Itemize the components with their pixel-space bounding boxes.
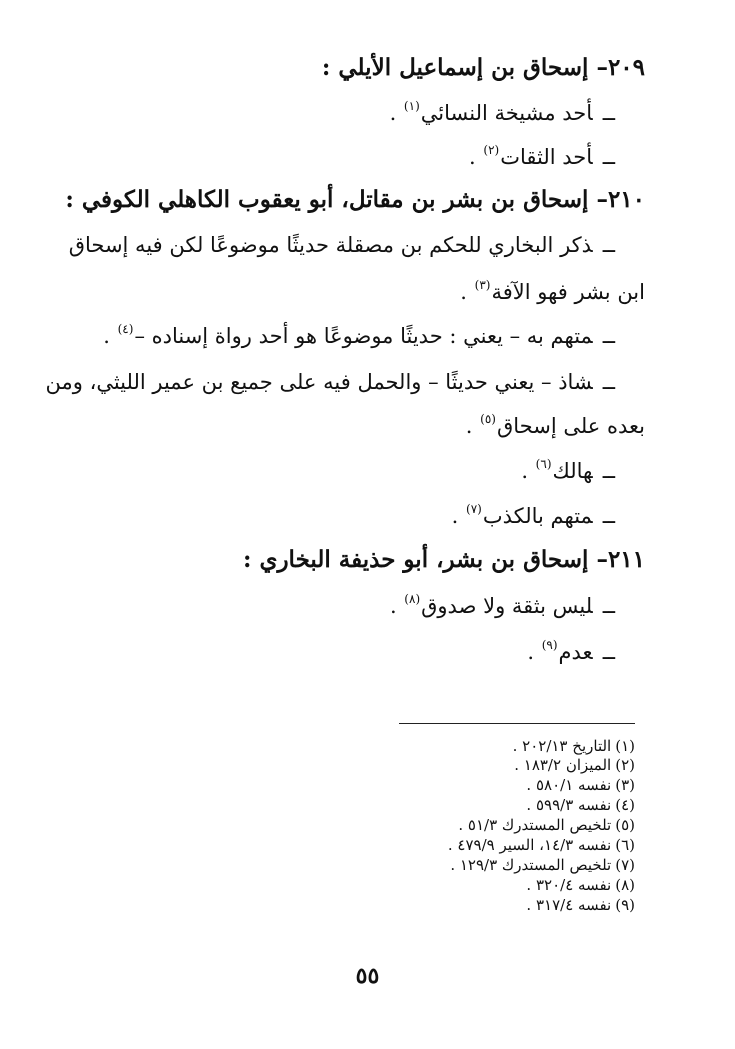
footnote-number: (١)	[615, 737, 635, 755]
entry-210-item-2	[60, 320, 615, 352]
footnote-ref: (٥)	[480, 412, 496, 426]
entry-211-heading	[60, 544, 645, 576]
entry-209-item-1	[60, 97, 615, 129]
item-text: عدم	[558, 640, 593, 664]
footnote-number: (٨)	[615, 876, 635, 894]
footnote-4	[275, 797, 635, 814]
footnote-separator	[399, 723, 635, 724]
item-text: أحد الثقات	[500, 145, 593, 169]
dash-marker: ــ	[602, 594, 615, 618]
entry-210-item-1-line-1	[70, 229, 615, 261]
footnote-text: نفسه ٥٩٩/٣ .	[526, 796, 612, 814]
dash-marker: ــ	[602, 459, 615, 483]
dash-marker: ــ	[602, 145, 615, 169]
item-text: بعده على إسحاق	[496, 414, 645, 438]
footnote-text: نفسه ٣٢٠/٤ .	[526, 876, 612, 894]
entry-210-item-3-line-1	[45, 366, 615, 398]
entry-211-item-2	[60, 636, 615, 668]
footnote-ref: (٦)	[535, 457, 552, 471]
dash-marker: ــ	[602, 233, 615, 257]
entry-210-item-1-line-2	[60, 276, 645, 308]
item-text: ذكر البخاري للحكم بن مصقلة حديثًا موضوعًا لكن فيه إسحاق	[68, 233, 593, 257]
dash-marker: ــ	[602, 324, 615, 348]
page-number: ٥٥	[355, 963, 380, 989]
footnote-number: (٣)	[615, 776, 635, 794]
footnote-ref: (١)	[403, 99, 420, 113]
item-text: هالك	[552, 459, 593, 483]
footnote-text: التاريخ ٢٠٢/١٣ .	[512, 737, 612, 755]
item-tail: .	[521, 459, 535, 483]
footnote-number: (٩)	[615, 896, 635, 914]
entry-name: إسحاق بن إسماعيل الأيلي :	[321, 54, 589, 81]
footnote-ref: (٧)	[466, 502, 482, 516]
item-tail: .	[103, 324, 117, 348]
item-tail: .	[451, 504, 466, 528]
footnote-text: نفسه ١٤/٣، السير ٤٧٩/٩ .	[447, 836, 612, 854]
footnote-8	[275, 877, 635, 894]
entry-211-item-1	[60, 590, 615, 622]
entry-number: ٢١١–	[596, 546, 645, 573]
item-tail: .	[460, 280, 474, 304]
footnote-text: تلخيص المستدرك ١٢٩/٣ .	[450, 856, 612, 874]
footnote-text: الميزان ١٨٣/٢ .	[514, 756, 612, 774]
footnote-number: (٢)	[615, 756, 635, 774]
footnote-2	[275, 757, 635, 774]
entry-number: ٢١٠–	[596, 186, 645, 213]
entry-210-item-4	[60, 455, 615, 487]
footnote-ref: (٢)	[483, 143, 500, 157]
dash-marker: ــ	[602, 504, 615, 528]
entry-210-item-3-line-2	[60, 410, 645, 442]
item-tail: .	[389, 594, 404, 618]
entry-209-item-2	[60, 141, 615, 173]
dash-marker: ــ	[602, 640, 615, 664]
footnote-9	[275, 897, 635, 914]
entry-210-heading	[60, 184, 645, 216]
dash-marker: ــ	[602, 370, 615, 394]
item-text: متهم بالكذب	[482, 504, 593, 528]
item-text: ابن بشر فهو الآفة	[491, 280, 645, 304]
dash-marker: ــ	[602, 101, 615, 125]
item-tail: .	[389, 101, 403, 125]
footnote-7	[275, 857, 635, 874]
item-text: شاذ – يعني حديثًا – والحمل فيه على جميع بن عمير الليثي، ومن	[45, 370, 593, 394]
footnote-1	[275, 738, 635, 755]
footnote-ref: (٩)	[541, 638, 558, 652]
footnote-number: (٧)	[615, 856, 635, 874]
footnote-text: نفسه ٣١٧/٤ .	[526, 896, 612, 914]
footnote-6	[275, 837, 635, 854]
entry-210-item-5	[60, 500, 615, 532]
item-text: ليس بثقة ولا صدوق	[421, 594, 593, 618]
footnote-number: (٦)	[615, 836, 635, 854]
item-text: أحد مشيخة النسائي	[420, 101, 593, 125]
entry-name: إسحاق بن بشر بن مقاتل، أبو يعقوب الكاهلي الكوفي :	[65, 186, 589, 213]
footnote-3	[275, 777, 635, 794]
footnote-number: (٤)	[615, 796, 635, 814]
item-tail: .	[465, 414, 480, 438]
entry-209-heading	[60, 52, 645, 84]
footnote-ref: (٨)	[404, 592, 421, 606]
footnote-ref: (٤)	[117, 322, 134, 336]
footnote-ref: (٣)	[474, 278, 491, 292]
footnote-number: (٥)	[615, 816, 635, 834]
footnote-5	[275, 817, 635, 834]
footnote-text: نفسه ٥٨٠/١ .	[526, 776, 612, 794]
entry-name: إسحاق بن بشر، أبو حذيفة البخاري :	[242, 546, 589, 573]
item-tail: .	[527, 640, 541, 664]
entry-number: ٢٠٩–	[596, 54, 645, 81]
item-tail: .	[469, 145, 483, 169]
footnote-text: تلخيص المستدرك ٥١/٣ .	[458, 816, 612, 834]
item-text: متهم به – يعني : حديثًا موضوعًا هو أحد رواة إسناده –	[134, 324, 593, 348]
